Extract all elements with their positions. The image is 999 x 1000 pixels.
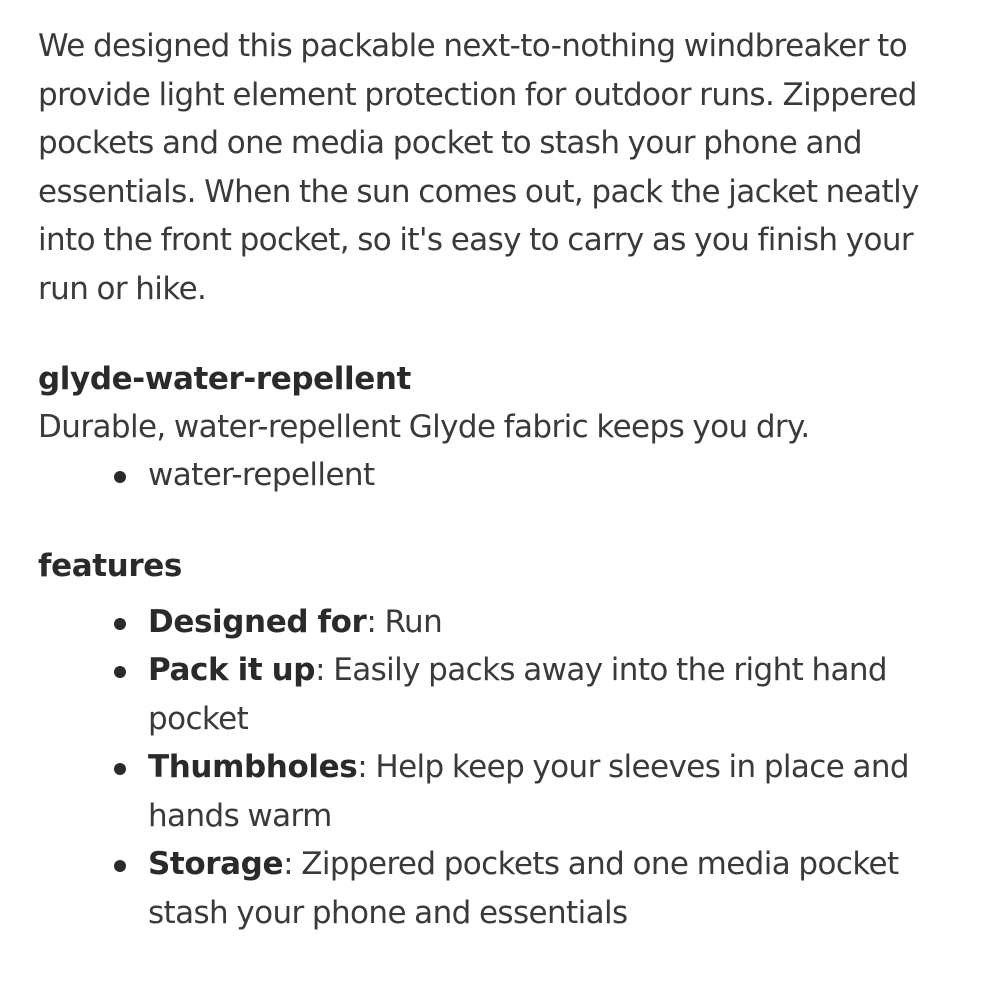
list-item [148, 598, 968, 647]
feature-separator: : [366, 603, 385, 640]
list-item [148, 840, 968, 937]
bullet-icon [114, 471, 126, 483]
feature-label: Storage [148, 846, 284, 882]
list-item [148, 646, 968, 743]
bullet-icon [114, 763, 126, 775]
bullet-icon [114, 618, 126, 630]
list-item [148, 743, 968, 840]
features-list [38, 598, 968, 938]
list-item-text: water-repellent [148, 457, 375, 493]
feature-text: Zippered pockets and one media pocket stash your phone and essentials [148, 846, 899, 931]
bullet-icon [114, 666, 126, 678]
feature-text: Run [384, 603, 443, 640]
glyde-heading: glyde-water-repellent [38, 361, 411, 397]
feature-label: Pack it up [148, 652, 316, 688]
glyde-text: Durable, water-repellent Glyde fabric keeps you dry. [38, 409, 810, 445]
feature-label: Designed for [148, 603, 367, 640]
list-item [148, 451, 968, 500]
glyde-list [38, 451, 968, 500]
feature-separator: : [357, 749, 376, 785]
feature-separator: : [283, 846, 302, 882]
product-description [38, 22, 968, 937]
features-heading: features [38, 547, 182, 584]
feature-text: Help keep your sleeves in place and hands warm [148, 749, 909, 834]
feature-label: Thumbholes [148, 749, 358, 785]
bullet-icon [114, 860, 126, 872]
description-paragraph: We designed this packable next-to-nothing windbreaker to provide light element protection for outdoor runs. Zippered pockets and one media pocket to stash your phone and essentials. When the sun comes out, pack the jacket neatly into the front pocket, so it's easy to carry as you finish your run or hike. [38, 28, 919, 307]
feature-text: Easily packs away into the right hand pocket [148, 652, 888, 737]
feature-separator: : [315, 652, 334, 688]
